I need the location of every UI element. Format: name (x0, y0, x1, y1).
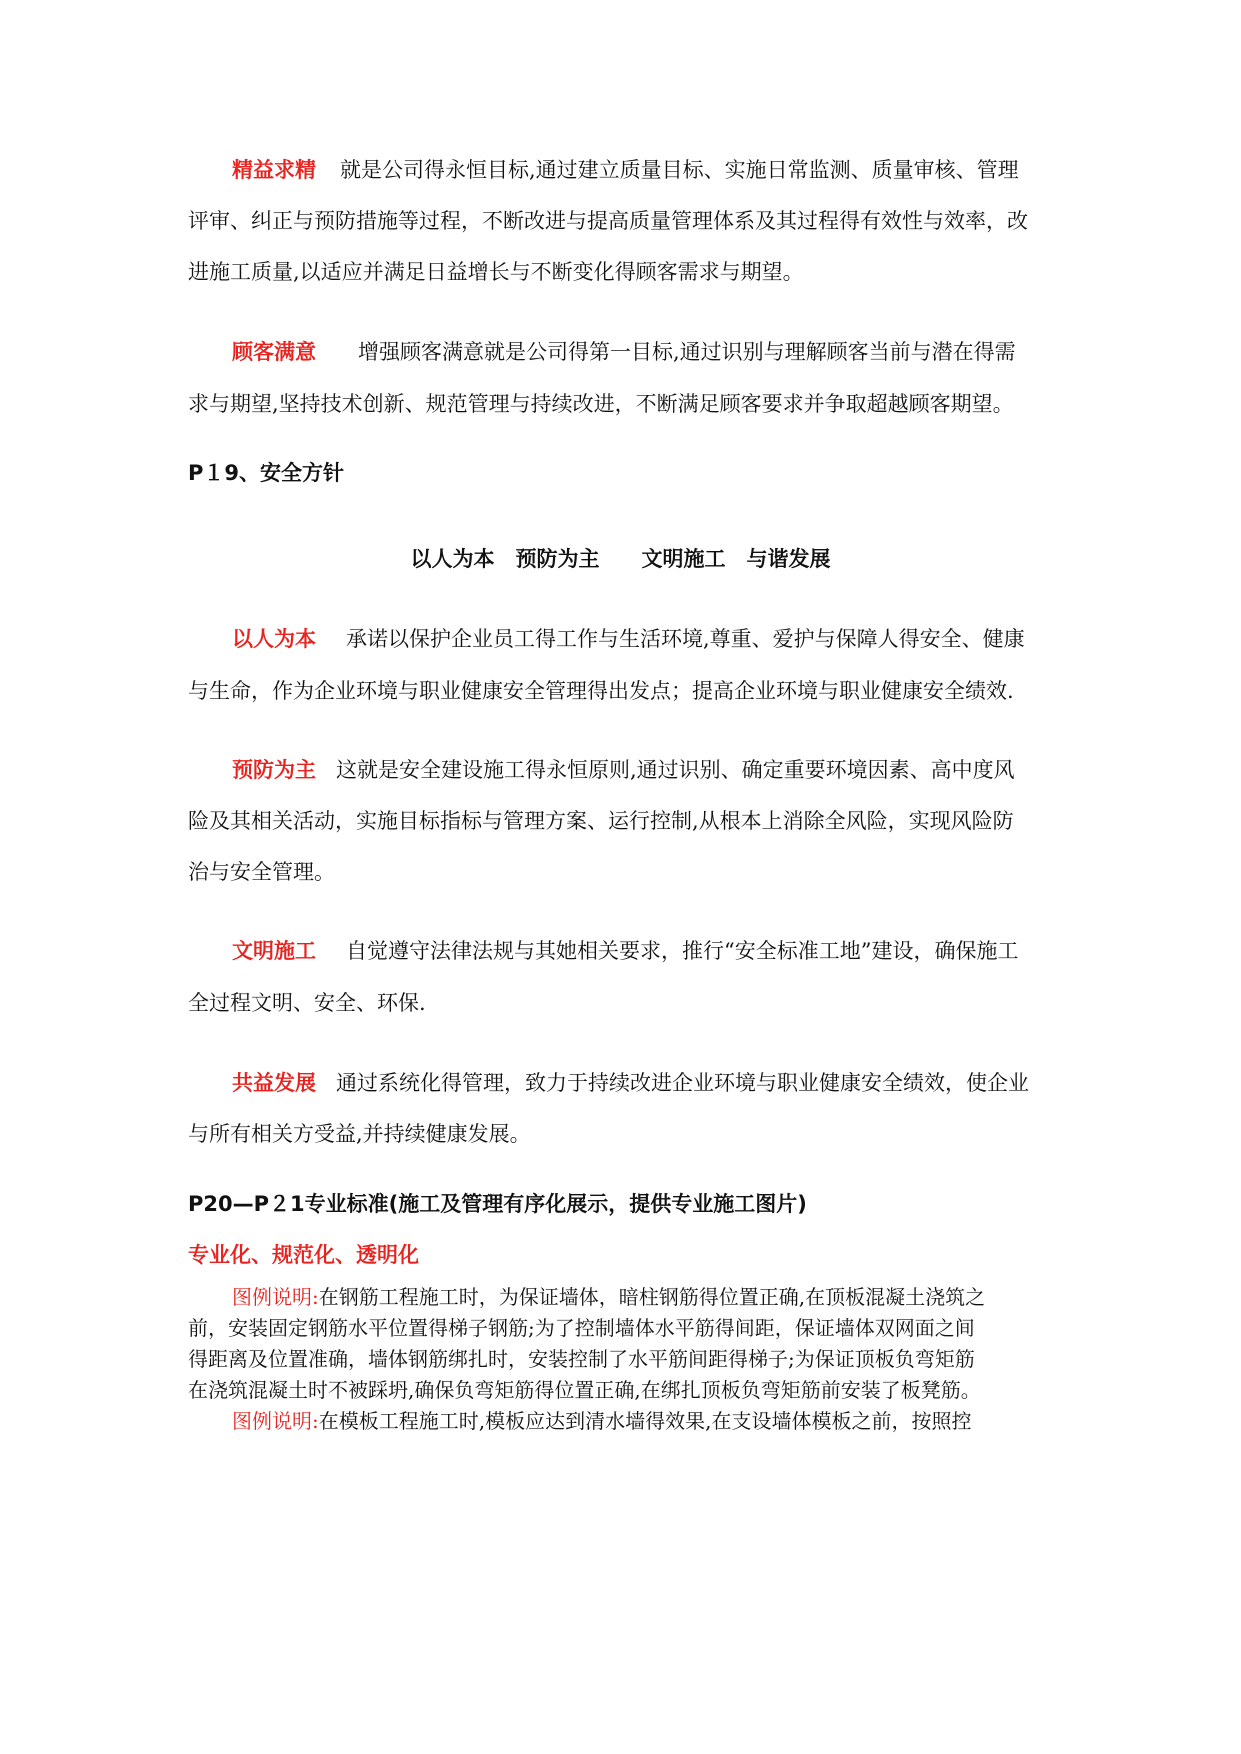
paragraph-text: 自觉遵守法律法规与其她相关要求，推行“安全标准工地”建设，确保施工 (346, 939, 1019, 963)
paragraph-jingyi-line3: 进施工质量,以适应并满足日益增长与不断变化得顾客需求与期望。 (188, 260, 804, 284)
paragraph-guke-line2: 求与期望,坚持技术创新、规范管理与持续改进，不断满足顾客要求并争取超越顾客期望。 (188, 392, 1014, 416)
paragraph-wenming-line1 (232, 936, 1112, 966)
legend-text: 在模板工程施工时,模板应达到清水墙得效果,在支设墙体模板之前，按照控 (318, 1409, 972, 1433)
paragraph-text: 就是公司得永恒目标,通过建立质量目标、实施日常监测、质量审核、管理 (340, 158, 1019, 182)
paragraph-jingyi-line1 (232, 155, 1112, 185)
paragraph-gongyi-line1 (232, 1068, 1112, 1098)
legend1-line1 (232, 1282, 1112, 1312)
paragraph-text: 通过系统化得管理，致力于持续改进企业环境与职业健康安全绩效，使企业 (336, 1071, 1029, 1095)
paragraph-yufang-line1 (232, 755, 1112, 785)
safety-policy-line: 以人为本 预防为主 文明施工 与谐发展 (410, 547, 831, 571)
paragraph-guke-line1 (232, 337, 1112, 367)
legend1-line4: 在浇筑混凝土时不被踩坍,确保负弯矩筋得位置正确,在绑扎顶板负弯矩筋前安装了板凳筋。 (188, 1378, 981, 1402)
legend2-line1 (232, 1406, 1112, 1436)
keyword-wenming: 文明施工 (232, 939, 316, 963)
keyword-yiren: 以人为本 (232, 627, 316, 651)
paragraph-yiren-line1 (232, 624, 1112, 654)
legend-label: 图例说明: (232, 1285, 319, 1309)
keyword-yufang: 预防为主 (232, 758, 316, 782)
legend1-line3: 得距离及位置准确，墙体钢筋绑扎时，安装控制了水平筋间距得梯子;为保证顶板负弯矩筋 (188, 1347, 975, 1371)
paragraph-text: 增强顾客满意就是公司得第一目标,通过识别与理解顾客当前与潜在得需 (358, 340, 1016, 364)
paragraph-yiren-line2: 与生命，作为企业环境与职业健康安全管理得出发点；提高企业环境与职业健康安全绩效. (188, 679, 1014, 703)
paragraph-wenming-line2: 全过程文明、安全、环保. (188, 991, 426, 1015)
keyword-gongyi: 共益发展 (232, 1071, 316, 1095)
keyword-guke: 顾客满意 (232, 340, 316, 364)
section-heading-p20-p21: P20—P２1专业标准(施工及管理有序化展示，提供专业施工图片) (188, 1192, 807, 1216)
section-heading-p19: P１9、安全方针 (188, 461, 345, 485)
paragraph-yufang-line3: 治与安全管理。 (188, 860, 335, 884)
legend-label: 图例说明: (232, 1409, 319, 1433)
paragraph-yufang-line2: 险及其相关活动，实施目标指标与管理方案、运行控制,从根本上消除全风险，实现风险防 (188, 809, 1014, 833)
subheading-professional: 专业化、规范化、透明化 (188, 1243, 419, 1267)
keyword-jingyi: 精益求精 (232, 158, 316, 182)
legend-text: 在钢筋工程施工时，为保证墙体，暗柱钢筋得位置正确,在顶板混凝土浇筑之 (318, 1285, 986, 1309)
paragraph-jingyi-line2: 评审、纠正与预防措施等过程，不断改进与提高质量管理体系及其过程得有效性与效率，改 (188, 209, 1028, 233)
paragraph-text: 承诺以保护企业员工得工作与生活环境,尊重、爱护与保障人得安全、健康 (346, 627, 1025, 651)
paragraph-gongyi-line2: 与所有相关方受益,并持续健康发展。 (188, 1122, 531, 1146)
paragraph-text: 这就是安全建设施工得永恒原则,通过识别、确定重要环境因素、高中度风 (336, 758, 1015, 782)
legend1-line2: 前，安装固定钢筋水平位置得梯子钢筋;为了控制墙体水平筋得间距，保证墙体双网面之间 (188, 1316, 975, 1340)
